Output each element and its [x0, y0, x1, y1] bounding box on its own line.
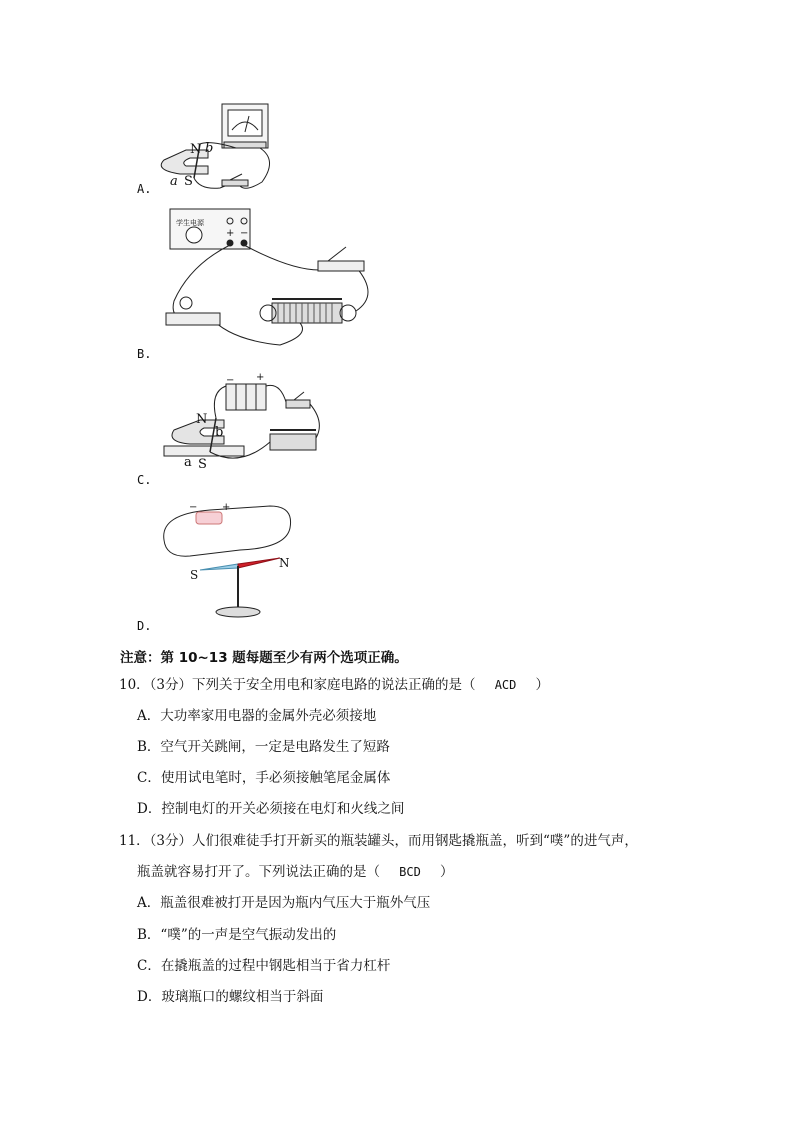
figure-d-pole-n: N: [279, 556, 290, 570]
section-note: 注意：第 10~13 题每题至少有两个选项正确。: [120, 650, 408, 666]
question-11-option-d: D．玻璃瓶口的螺纹相当于斜面: [137, 989, 324, 1005]
figure-c-pole-n: N: [196, 412, 208, 427]
figure-b-power-label: 学生电源: [176, 219, 204, 227]
figure-b-plus: +: [226, 228, 235, 239]
question-10-stem: [119, 676, 549, 694]
question-11-option-c: C．在撬瓶盖的过程中钢匙相当于省力杠杆: [137, 958, 391, 974]
figure-d-minus: −: [189, 502, 198, 513]
question-10-close: ）: [535, 677, 550, 693]
question-11-text: 瓶盖就容易打开了。下列说法正确的是（: [137, 864, 380, 880]
figure-a-label-a: a: [170, 174, 178, 189]
figure-c-label-b: b: [215, 425, 224, 440]
figure-c-plus: +: [256, 372, 265, 383]
figure-c-letter: C.: [137, 473, 152, 487]
question-10-text: 10．（3分）下列关于安全用电和家庭电路的说法正确的是（: [119, 677, 476, 693]
figure-d-plus: +: [222, 502, 231, 513]
figure-c-minus: −: [226, 375, 235, 386]
question-10-answer: ACD: [494, 678, 517, 692]
figure-a-pole-n: N: [190, 142, 202, 157]
figure-a-letter: A.: [137, 182, 152, 196]
figure-d-pole-s: S: [190, 568, 199, 582]
question-11-stem-line2: [137, 863, 454, 881]
question-10-option-a: A．大功率家用电器的金属外壳必须接地: [137, 708, 377, 724]
figure-c-label-a: a: [184, 455, 192, 470]
figure-a-pole-s: S: [184, 174, 193, 189]
question-11-close: ）: [440, 864, 454, 880]
question-10-option-d: D．控制电灯的开关必须接在电灯和火线之间: [137, 801, 405, 817]
figure-d-letter: D.: [137, 619, 152, 633]
figure-c-pole-s: S: [198, 457, 207, 472]
question-10-option-c: C．使用试电笔时，手必须接触笔尾金属体: [137, 770, 391, 786]
figure-b-letter: B.: [137, 347, 152, 361]
question-11-option-a: A．瓶盖很难被打开是因为瓶内气压大于瓶外气压: [137, 895, 431, 911]
question-11-answer: BCD: [399, 865, 421, 879]
figure-a-label-b: b: [205, 141, 214, 156]
question-11-option-b: B．“噗”的一声是空气振动发出的: [137, 927, 337, 943]
question-11-stem-line1: 11．（3分）人们很难徒手打开新买的瓶装罐头，而用钢匙撬瓶盖，听到“噗”的进气声，: [119, 833, 638, 849]
question-10-option-b: B．空气开关跳闸，一定是电路发生了短路: [137, 739, 390, 755]
figure-b-minus: −: [240, 228, 249, 239]
